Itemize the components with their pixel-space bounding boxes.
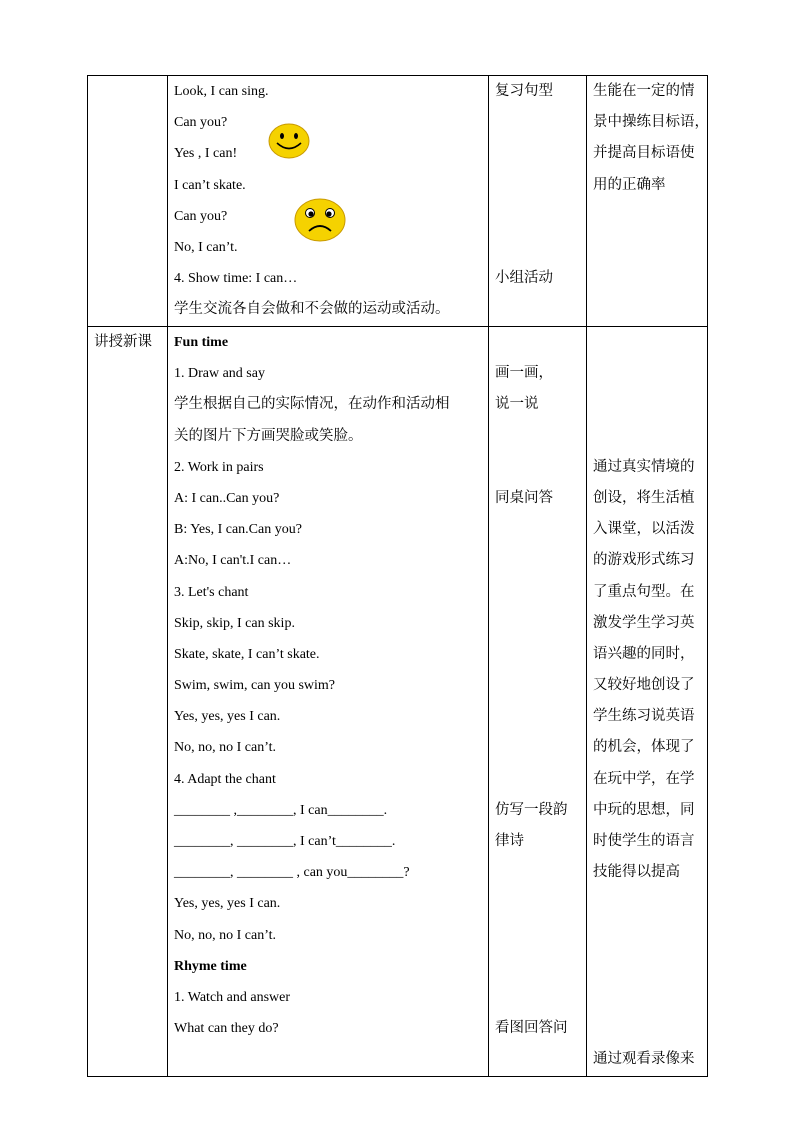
purpose-line: 的机会，体现了	[593, 739, 695, 756]
lesson-plan-table	[87, 75, 708, 1077]
method-cell	[489, 76, 587, 327]
text-line: Skate, skate, I can’t skate.	[174, 646, 320, 662]
method-label: 说一说	[495, 396, 539, 413]
purpose-line: 景中操练目标语，	[593, 114, 709, 131]
purpose-line: 在玩中学，在学	[593, 770, 695, 787]
text-line: Skip, skip, I can skip.	[174, 615, 295, 631]
method-label: 同桌问答	[495, 489, 553, 506]
text-line: I can’t skate.	[174, 177, 246, 193]
text-line: Look, I can sing.	[174, 84, 269, 99]
purpose-line: 中玩的思想，同	[593, 801, 695, 818]
text-line-zh: 学生交流各自会做和不会做的运动或活动。	[174, 301, 450, 318]
stage-cell-empty	[88, 76, 168, 327]
fill-blank-line: ________, ________ , can you________?	[174, 865, 410, 881]
method-label: 复习句型	[495, 83, 553, 99]
text-line: Can you?	[174, 208, 228, 224]
content-cell	[168, 327, 489, 1077]
text-line: No, no, no I can’t.	[174, 927, 276, 943]
purpose-line: 入课堂，以活泼	[593, 521, 695, 538]
table-row	[88, 327, 708, 1077]
purpose-cell	[587, 327, 708, 1077]
purpose-line: 学生练习说英语	[593, 708, 695, 725]
text-line: Yes , I can!	[174, 146, 238, 162]
text-line: B: Yes, I can.Can you?	[174, 522, 302, 538]
text-line: No, no, no I can’t.	[174, 740, 276, 756]
table-row	[88, 76, 708, 327]
text-line: A: I can..Can you?	[174, 490, 280, 506]
purpose-line: 创设，将生活植	[593, 489, 695, 506]
text-line: 1. Draw and say	[174, 366, 265, 382]
stage-label: 讲授新课	[94, 334, 152, 350]
method-label: 仿写一段韵	[495, 801, 568, 818]
purpose-line: 又较好地创设了	[593, 677, 695, 694]
text-line: 3. Let's chant	[174, 584, 249, 600]
purpose-line: 技能得以提高	[593, 864, 680, 881]
section-heading: Fun time	[174, 335, 229, 350]
section-heading: Rhyme time	[174, 958, 247, 974]
purpose-cell	[587, 76, 708, 327]
purpose-line: 生能在一定的情	[593, 83, 695, 99]
smiley-face-icon	[267, 122, 311, 160]
purpose-line: 的游戏形式练习	[593, 552, 695, 569]
text-line: Yes, yes, yes I can.	[174, 896, 281, 912]
text-line: What can they do?	[174, 1021, 279, 1037]
purpose-line: 激发学生学习英	[593, 614, 695, 631]
text-line: No, I can’t.	[174, 239, 238, 255]
stage-cell	[88, 327, 168, 1077]
method-cell	[489, 327, 587, 1077]
text-line: 2. Work in pairs	[174, 459, 264, 475]
purpose-line: 了重点句型。在	[593, 583, 695, 600]
purpose-line: 通过真实情境的	[593, 458, 695, 475]
method-label: 小组活动	[495, 270, 553, 287]
text-line: Yes, yes, yes I can.	[174, 709, 281, 725]
purpose-line: 用的正确率	[593, 176, 666, 193]
purpose-line: 语兴趣的同时，	[593, 645, 695, 662]
text-line-zh: 关的图片下方画哭脸或笑脸。	[174, 427, 363, 444]
purpose-line: 并提高目标语使	[593, 145, 695, 162]
text-line-zh: 学生根据自己的实际情况，在动作和活动相	[174, 396, 450, 413]
purpose-line: 通过观看录像来	[593, 1051, 695, 1068]
text-line: Can you?	[174, 115, 228, 131]
method-label: 画一画，	[495, 365, 553, 382]
sad-face-icon	[293, 197, 347, 243]
text-line: A:No, I can't.I can…	[174, 553, 292, 569]
purpose-line: 时使学生的语言	[593, 833, 695, 849]
text-line: Swim, swim, can you swim?	[174, 678, 335, 694]
text-line: 4. Adapt the chant	[174, 771, 276, 787]
text-line: 4. Show time: I can…	[174, 271, 298, 287]
method-label: 律诗	[495, 833, 524, 849]
fill-blank-line: ________, ________, I can’t________.	[174, 834, 396, 849]
method-label: 看图回答问	[495, 1020, 568, 1037]
text-line: 1. Watch and answer	[174, 989, 291, 1005]
fill-blank-line: ________ ,________, I can________.	[174, 802, 388, 818]
